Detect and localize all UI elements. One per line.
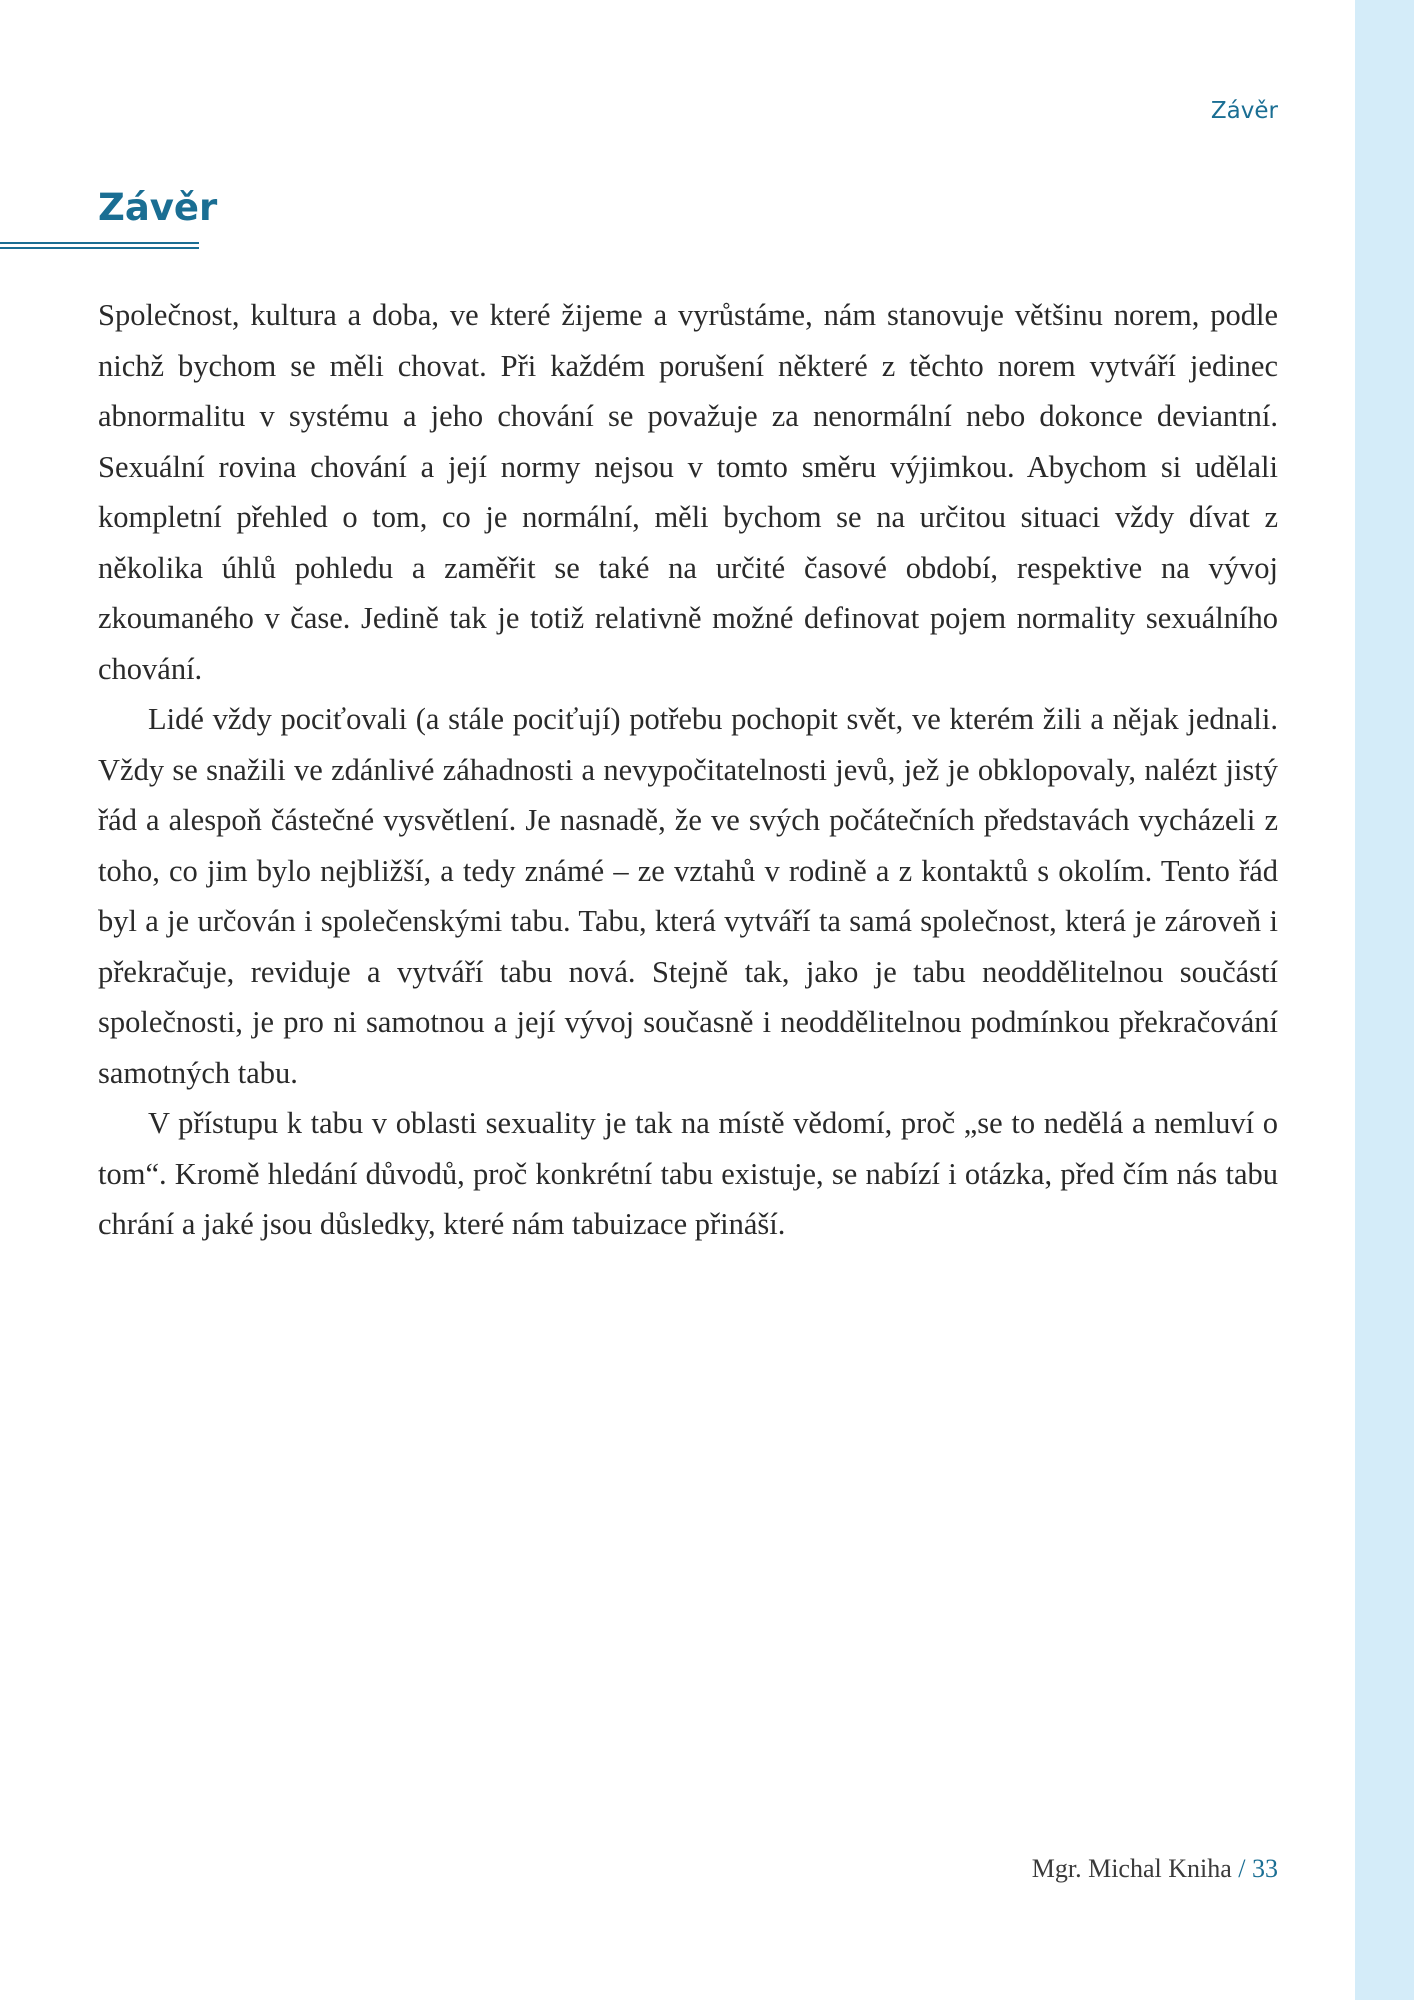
footer-separator: / xyxy=(1238,1854,1246,1883)
chapter-title: Závěr xyxy=(98,186,218,229)
title-rule xyxy=(0,242,199,249)
running-head: Závěr xyxy=(1210,98,1278,124)
body-text xyxy=(98,290,1278,1250)
footer-author: Mgr. Michal Kniha xyxy=(1031,1854,1232,1883)
page-number: 33 xyxy=(1252,1854,1278,1883)
paragraph: Společnost, kultura a doba, ve které žijeme a vyrůstáme, nám stanovuje většinu norem, podle nichž bychom se měli chovat. Při každém porušení některé z těchto norem vytváří jedinec abnormalitu v systému a jeho chování se považuje za nenormální nebo dokonce deviantní. Sexuální rovina chování a její normy nejsou v tomto směru výjimkou. Abychom si udělali kompletní přehled o tom, co je normální, měli bychom se na určitou situaci vždy dívat z několika úhlů pohledu a zaměřit se také na určité časové období, respektive na vývoj zkoumaného v čase. Jedině tak je totiž relativně možné definovat pojem normality sexuálního chování. xyxy=(98,298,1278,686)
page-footer xyxy=(1032,1856,1278,1882)
side-band xyxy=(1355,0,1414,2000)
paragraph: Lidé vždy pociťovali (a stále pociťují) potřebu pochopit svět, ve kterém žili a nějak jednali. Vždy se snažili ve zdánlivé záhadnosti a nevypočitatelnosti jevů, jež je obklopovaly, nalézt jistý řád a alespoň částečné vysvětlení. Je nasnadě, že ve svých počátečních představách vycházeli z toho, co jim bylo nejbližší, a tedy známé – ze vztahů v rodině a z kontaktů s okolím. Tento řád byl a je určován i společenskými tabu. Tabu, která vytváří ta samá společnost, která je zároveň i překračuje, reviduje a vytváří tabu nová. Stejně tak, jako je tabu neoddělitelnou součástí společnosti, je pro ni samotnou a její vývoj současně i neoddělitelnou podmínkou překračování samotných tabu. xyxy=(98,702,1278,1090)
paragraph: V přístupu k tabu v oblasti sexuality je tak na místě vědomí, proč „se to nedělá a nemluví o tom“. Kromě hledání důvodů, proč konkrétní tabu existuje, se nabízí i otázka, před čím nás tabu chrání a jaké jsou důsledky, které nám tabuizace přináší. xyxy=(98,1106,1278,1241)
